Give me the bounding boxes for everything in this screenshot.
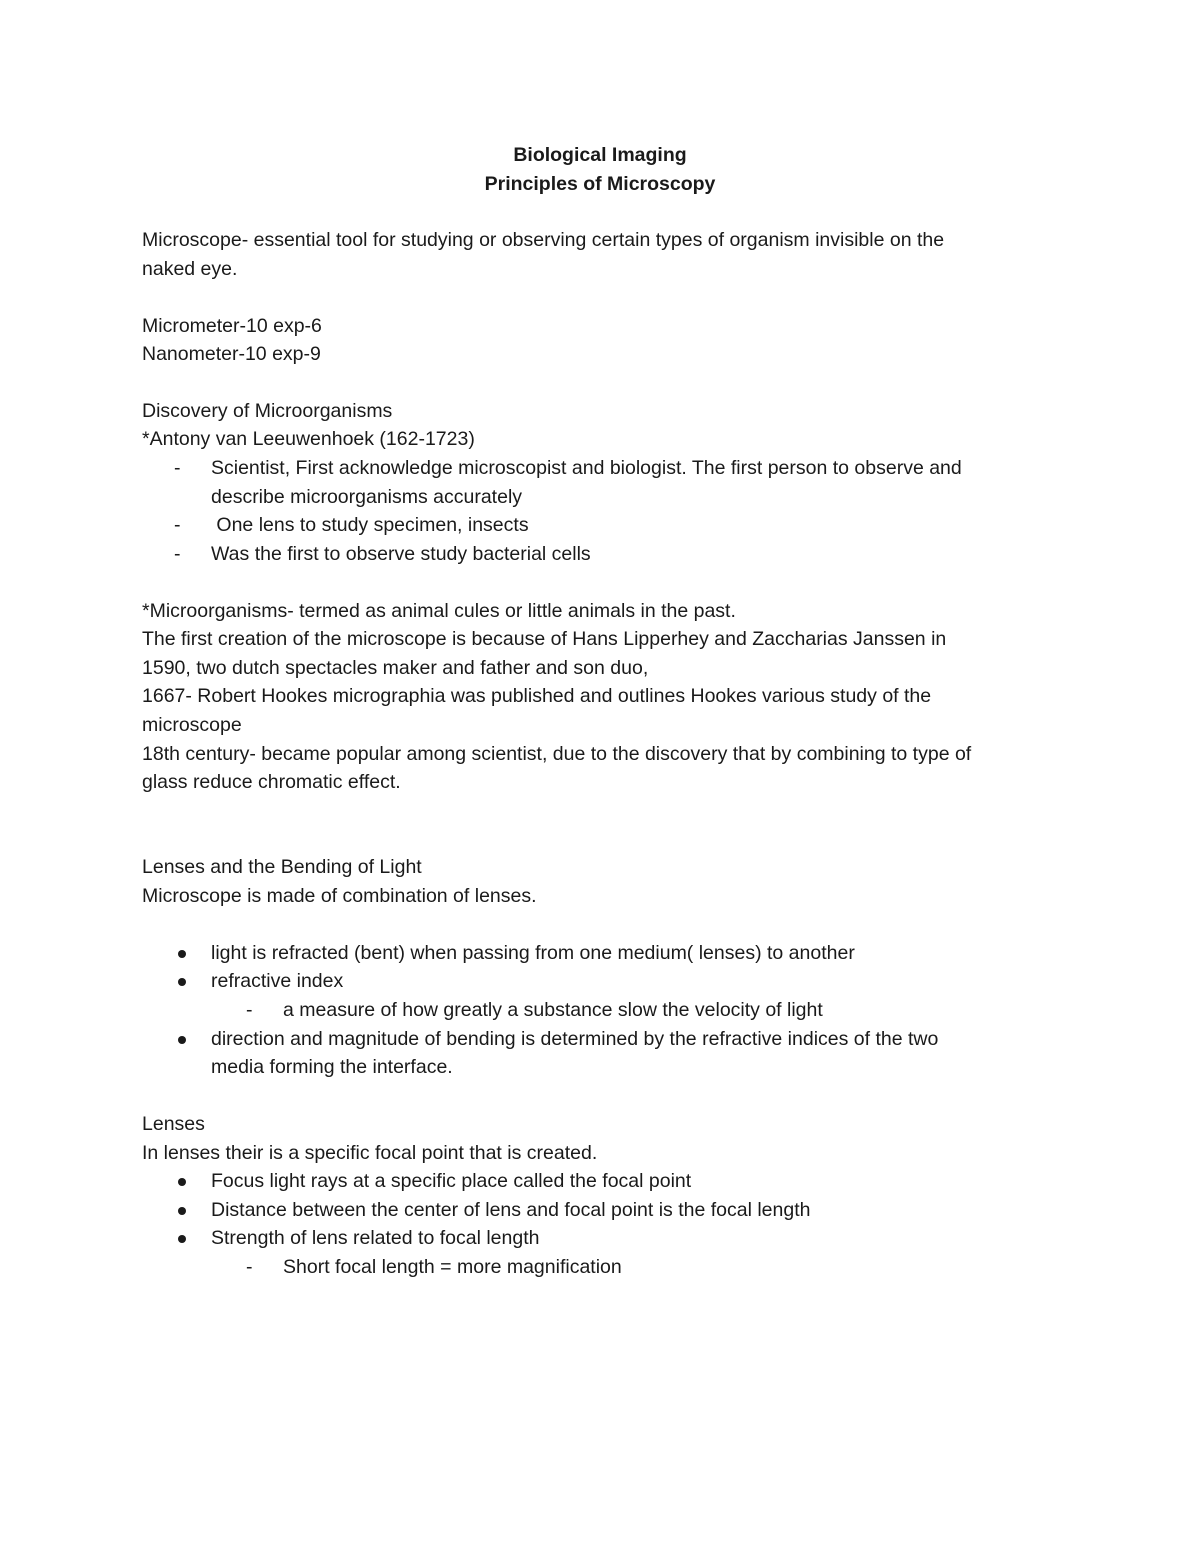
list-item-continuation: describe microorganisms accurately [211, 486, 523, 508]
discovery-person: *Antony van Leeuwenhoek (162-1723) [142, 428, 475, 450]
dash-marker: - [174, 514, 181, 536]
history-line-6: 18th century- became popular among scientist, due to the discovery that by combining to type of [142, 743, 972, 765]
dash-marker: - [246, 999, 253, 1021]
bending-heading: Lenses and the Bending of Light [142, 856, 422, 878]
dash-marker: - [174, 457, 181, 479]
document-subtitle: Principles of Microscopy [484, 173, 716, 195]
history-line-4: 1667- Robert Hookes micrographia was published and outlines Hookes various study of the [142, 685, 932, 707]
bending-intro: Microscope is made of combination of lenses. [142, 885, 537, 907]
bullet-icon [178, 1235, 186, 1243]
list-item: refractive index [211, 970, 344, 992]
list-item: One lens to study specimen, insects [211, 514, 529, 536]
micrometer-line: Micrometer-10 exp-6 [142, 315, 322, 337]
history-line-1: *Microorganisms- termed as animal cules or little animals in the past. [142, 600, 736, 622]
list-item: Strength of lens related to focal length [211, 1227, 540, 1249]
bullet-icon [178, 1036, 186, 1044]
dash-marker: - [174, 543, 181, 565]
sub-list-item: a measure of how greatly a substance slow the velocity of light [283, 999, 823, 1021]
nanometer-line: Nanometer-10 exp-9 [142, 343, 321, 365]
bullet-icon [178, 950, 186, 958]
history-line-3: 1590, two dutch spectacles maker and father and son duo, [142, 657, 649, 679]
history-line-7: glass reduce chromatic effect. [142, 771, 401, 793]
intro-line-2: naked eye. [142, 258, 238, 280]
list-item-continuation: media forming the interface. [211, 1056, 453, 1078]
intro-line-1: Microscope- essential tool for studying or observing certain types of organism invisible on the [142, 229, 945, 251]
bullet-icon [178, 978, 186, 986]
list-item: light is refracted (bent) when passing from one medium( lenses) to another [211, 942, 855, 964]
history-line-2: The first creation of the microscope is because of Hans Lipperhey and Zaccharias Janssen in [142, 628, 947, 650]
bullet-icon [178, 1178, 186, 1186]
list-item: Focus light rays at a specific place called the focal point [211, 1170, 692, 1192]
list-item: Was the first to observe study bacterial cells [211, 543, 591, 565]
dash-marker: - [246, 1256, 253, 1278]
list-item: direction and magnitude of bending is determined by the refractive indices of the two [211, 1028, 939, 1050]
document-title: Biological Imaging [513, 144, 687, 166]
bullet-icon [178, 1207, 186, 1215]
list-item: Distance between the center of lens and focal point is the focal length [211, 1199, 811, 1221]
discovery-heading: Discovery of Microorganisms [142, 400, 393, 422]
list-item: Scientist, First acknowledge microscopist and biologist. The first person to observe and [211, 457, 962, 479]
lenses-intro: In lenses their is a specific focal point that is created. [142, 1142, 598, 1164]
history-line-5: microscope [142, 714, 242, 736]
sub-list-item: Short focal length = more magnification [283, 1256, 622, 1278]
lenses-heading: Lenses [142, 1113, 205, 1135]
